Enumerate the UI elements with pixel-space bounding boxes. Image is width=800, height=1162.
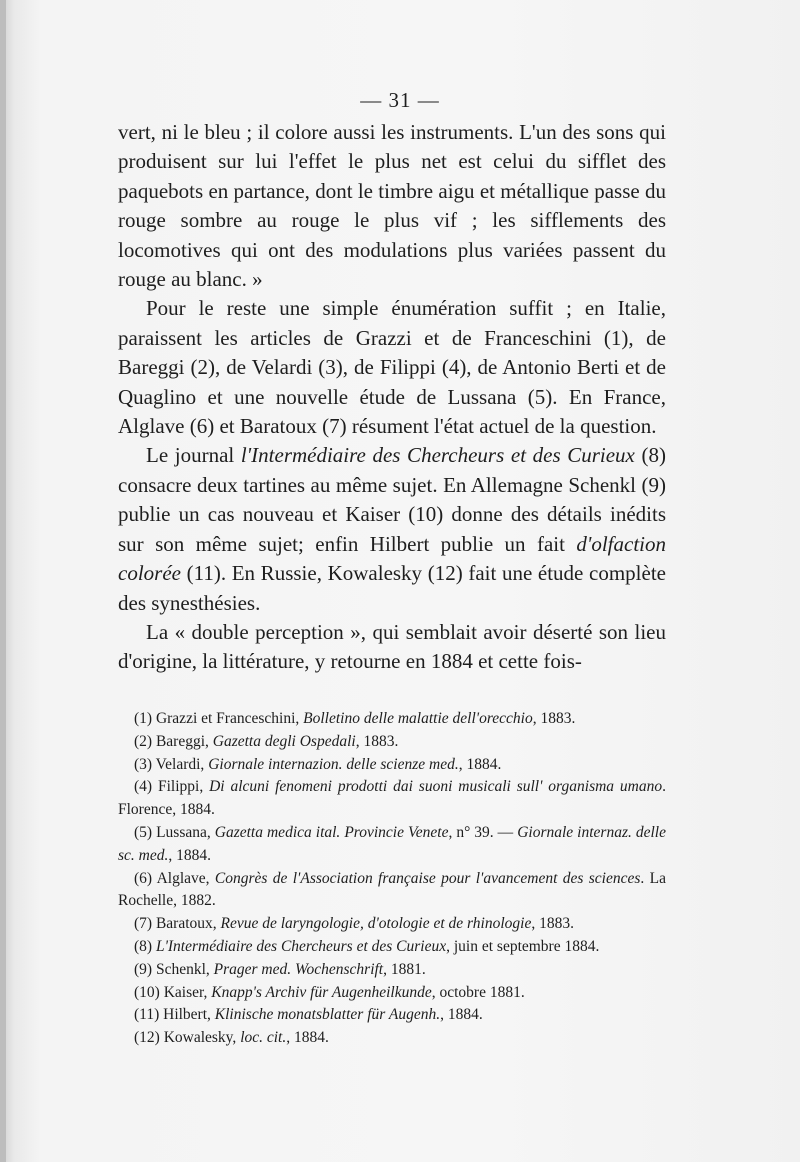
italic-text: Congrès de l'Association française pour l'avancement des sciences <box>214 869 641 887</box>
text-run: La « double perception », qui semblait avoir déserté son lieu d'origine, la littérature, y retourne en 1884 et cette fois- <box>118 619 666 674</box>
footnote <box>118 708 666 731</box>
text-run: . La Rochelle, 1882. <box>118 869 666 910</box>
text-run: (4) Filippi, <box>134 778 210 796</box>
footnote <box>118 936 666 959</box>
text-run: , 1883. <box>532 710 576 727</box>
text-run: (11). En Russie, Kowalesky (12) fait une étude complète des synesthésies. <box>118 561 666 615</box>
italic-text: d'olfaction colorée <box>118 531 666 586</box>
text-run: (7) Baratoux, <box>134 915 221 933</box>
paragraph <box>118 118 666 294</box>
paragraph <box>118 618 666 677</box>
text-run: (5) Lussana, <box>134 823 215 841</box>
text-run: (10) Kaiser, <box>134 983 212 1001</box>
text-run: (8) consacre deux tartines au même sujet. En Allemagne Schenkl (9) publie un cas nouveau et Kaiser (10) donne des détails inédits sur son même sujet; enfin Hilbert publie un fait <box>118 443 666 556</box>
text-run: , octobre 1881. <box>431 983 525 1001</box>
footnote <box>118 822 666 868</box>
text-run: (11) Hilbert, <box>134 1006 215 1024</box>
page-number: — 31 — <box>360 88 440 112</box>
italic-text: Bolletino delle malattie dell'orecchio <box>303 710 533 727</box>
footnote <box>118 1027 666 1050</box>
footnote <box>118 776 666 822</box>
paragraph <box>118 294 666 441</box>
italic-text: loc. cit. <box>240 1029 287 1047</box>
text-run: , 1884. <box>440 1006 483 1024</box>
footnote <box>118 731 666 754</box>
text-run: , 1884. <box>286 1029 329 1047</box>
text-run: (6) Alglave, <box>134 869 215 887</box>
footnote <box>118 1004 666 1027</box>
italic-text: Gazetta medica ital. Provincie Venete <box>214 823 449 841</box>
text-run: (9) Schenkl, <box>134 960 214 978</box>
text-run: Pour le reste une simple énumération suffit ; en Italie, paraissent les articles de Grazzi et de Franceschini (1), de Bareggi (2), de Velardi (3), de Filippi (4), de Antonio Berti et de Quaglino et une nouvelle étude de Lussana (5). En France, Alglave (6) et Baratoux (7) résument l'état actuel de la question. <box>118 296 666 439</box>
text-run: , 1881. <box>383 960 426 978</box>
footnotes <box>118 708 666 1050</box>
italic-text: Di alcuni fenomeni prodotti dai suoni musicali sull' organisma umano <box>209 778 663 796</box>
text-run: , n° 39. — <box>448 823 518 841</box>
italic-text: Klinische monatsblatter für Augenh. <box>214 1006 441 1024</box>
paragraph <box>118 441 666 617</box>
text-run: , 1884. <box>458 755 502 773</box>
text-run: , 1883. <box>531 915 574 933</box>
text-run: (3) Velardi, <box>134 755 209 773</box>
text-run: , 1884. <box>168 846 211 864</box>
italic-text: Giornale internazion. delle scienze med. <box>208 755 459 773</box>
text-run: Le journal <box>146 443 241 468</box>
page-edge-shadow <box>0 0 6 1162</box>
text-run: vert, ni le bleu ; il colore aussi les instruments. L'un des sons qui produisent sur lui l'effet le plus net est celui du sifflet des paquebots en partance, dont le timbre aigu et métallique passe du rouge sombre au rouge le plus vif ; les sifflements des locomotives qui ont des modulations plus variées passent du rouge au blanc. » <box>118 120 666 292</box>
footnote <box>118 982 666 1005</box>
footnote <box>118 959 666 982</box>
italic-text: Prager med. Wochenschrift <box>213 960 384 978</box>
italic-text: Knapp's Archiv für Augenheilkunde <box>211 983 432 1001</box>
italic-text: Giornale internaz. delle sc. med. <box>118 823 666 864</box>
text-run: , juin et septembre 1884. <box>446 937 600 955</box>
text-run: , 1883. <box>355 732 399 750</box>
footnote <box>118 754 666 777</box>
italic-text: Gazetta degli Ospedali <box>212 732 356 750</box>
italic-text: L'Intermédiaire des Chercheurs et des Curieux <box>155 937 447 955</box>
text-run: (2) Bareggi, <box>134 732 213 750</box>
text-run: (12) Kowalesky, <box>134 1029 241 1047</box>
text-run: (8) <box>134 937 156 955</box>
body-text <box>118 118 666 677</box>
footnote <box>118 868 666 914</box>
text-run: . Florence, 1884. <box>118 778 667 819</box>
footnote <box>118 913 666 936</box>
italic-text: Revue de laryngologie, d'otologie et de rhinologie <box>220 915 532 933</box>
italic-text: l'Intermédiaire des Chercheurs et des Curieux <box>240 443 635 468</box>
text-run: (1) Grazzi et Franceschini, <box>134 710 304 727</box>
